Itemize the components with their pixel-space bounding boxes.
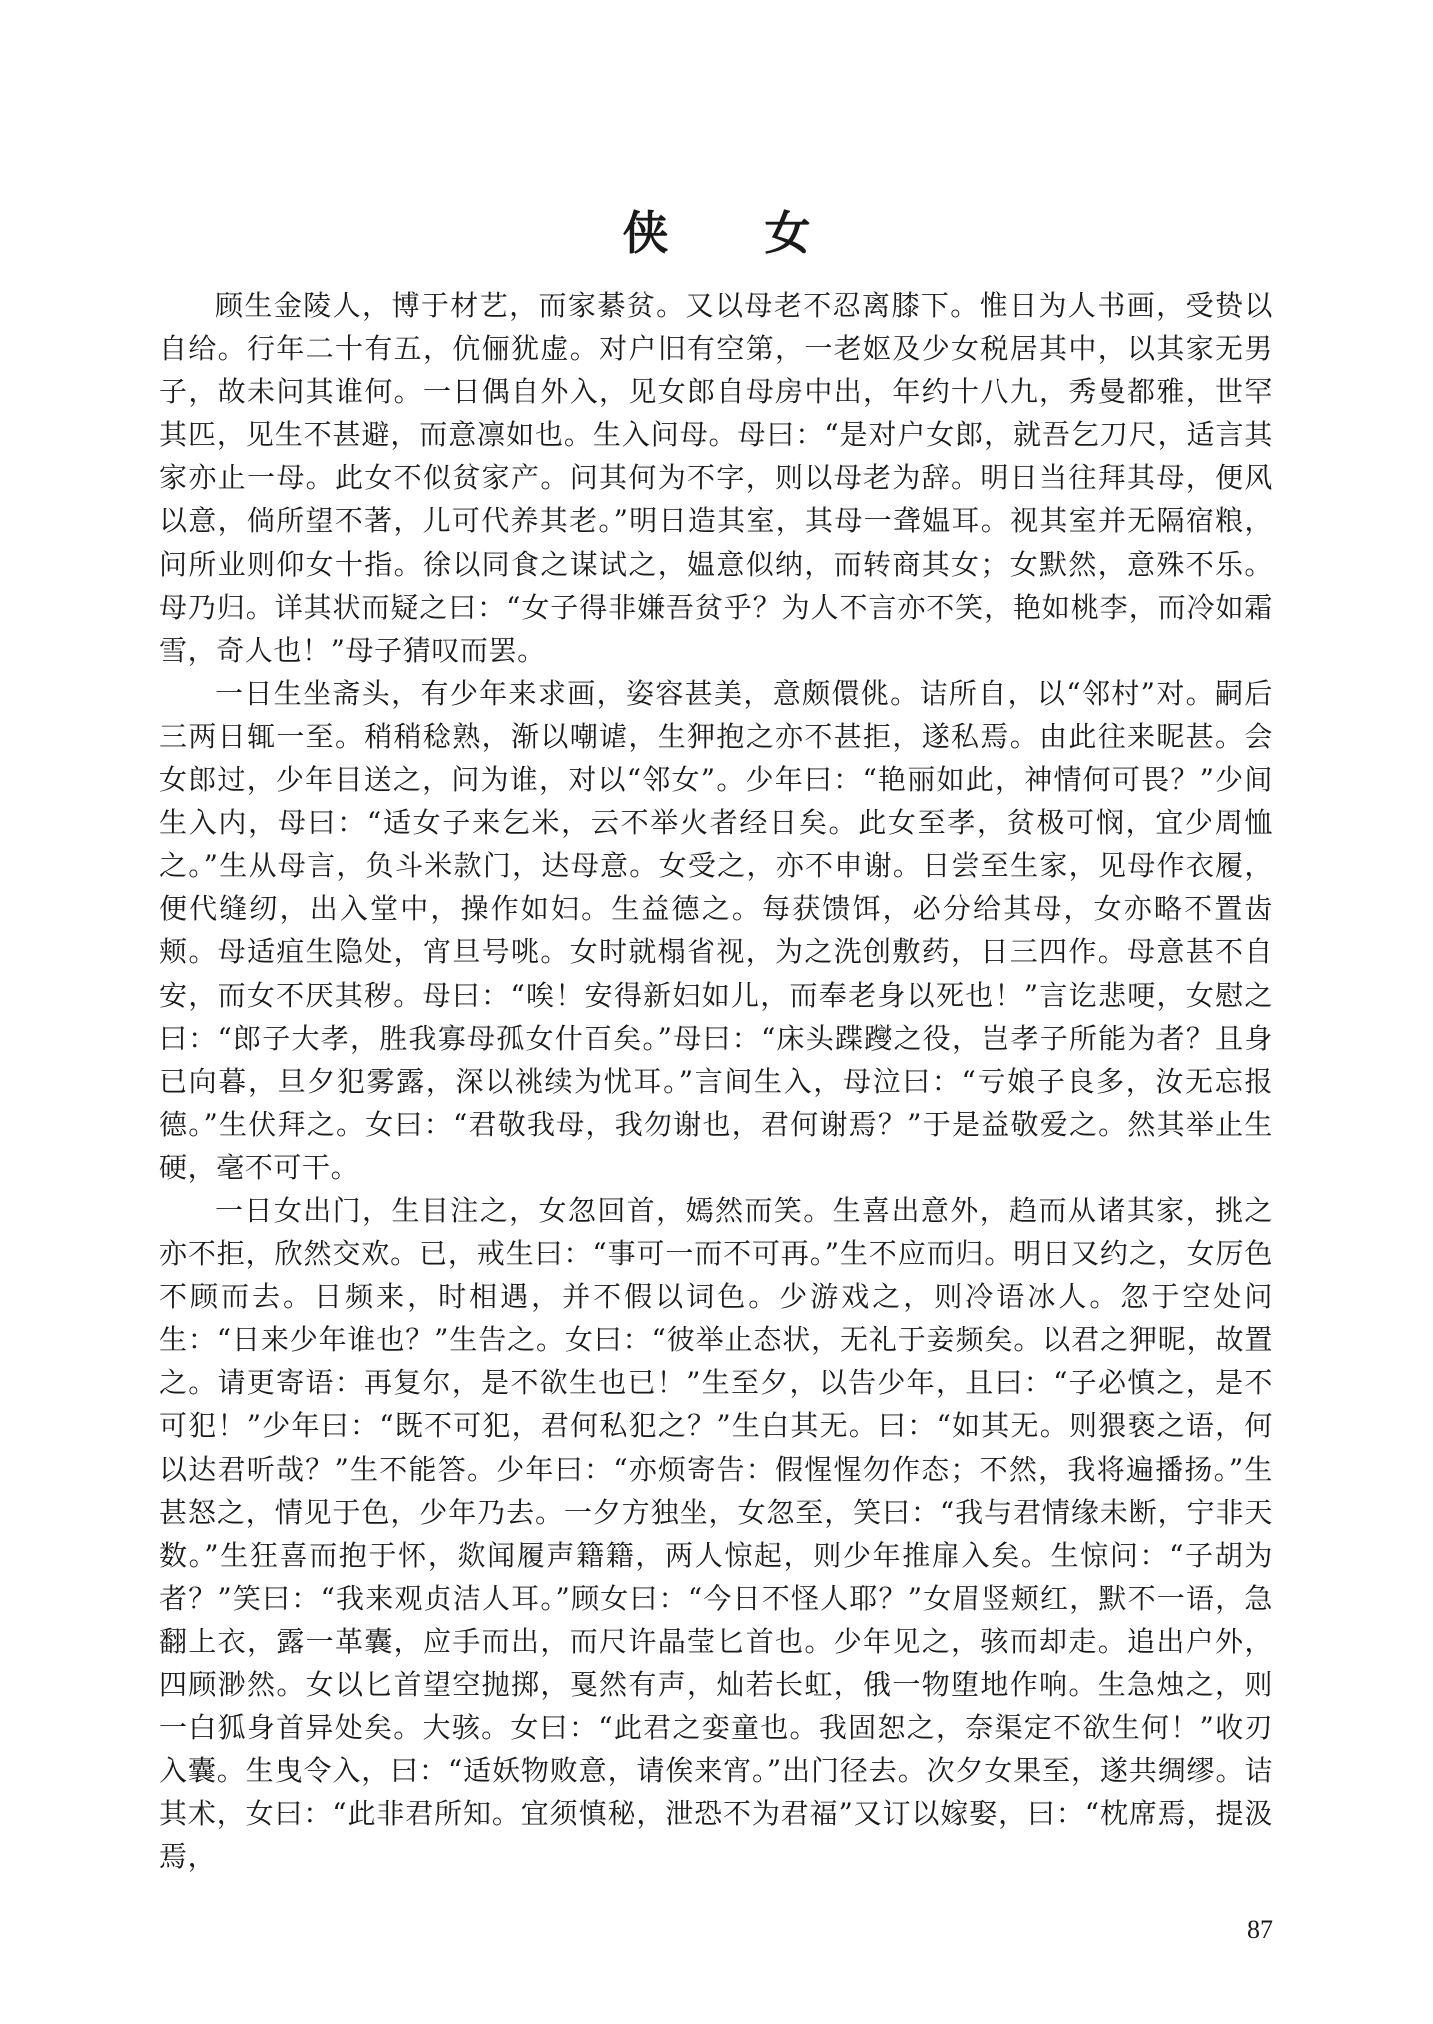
paragraph: 一日生坐斋头，有少年来求画，姿容甚美，意颇儇佻。诘所自，以“邻村”对。嗣后三两日辄一至。稍稍稔熟，渐以嘲谑，生狎抱之亦不甚拒，遂私焉。由此往来昵甚。会女郎过，少年目送之，问为谁，对以“邻女”。少年曰：“艳丽如此，神情何可畏？”少间生入内，母曰：“适女子来乞米，云不举火者经日矣。此女至孝，贫极可悯，宜少周恤之。”生从母言，负斗米款门，达母意。女受之，亦不申谢。日尝至生家，见母作衣履，便代缝纫，出入堂中，操作如妇。生益德之。每获馈饵，必分给其母，女亦略不置齿颊。母适疽生隐处，宵旦号咷。女时就榻省视，为之洗创敷药，日三四作。母意甚不自安，而女不厌其秽。母曰：“唉！安得新妇如儿，而奉老身以死也！”言讫悲哽，女慰之曰：“郎子大孝，胜我寡母孤女什百矣。”母曰：“床头蹀躞之役，岂孝子所能为者？且身已向暮，旦夕犯雾露，深以祧续为忧耳。”言间生入，母泣曰：“亏娘子良多，汝无忘报德。”生伏拜之。女曰：“君敬我母，我勿谢也，君何谢焉？”于是益敬爱之。然其举止生硬，毫不可干。 <box>159 676 1273 1184</box>
chapter-body <box>159 284 1273 1878</box>
page-number: 87 <box>1247 1915 1273 1944</box>
paragraph: 顾生金陵人，博于材艺，而家綦贫。又以母老不忍离膝下。惟日为人书画，受贽以自给。行年二十有五，伉俪犹虚。对户旧有空第，一老妪及少女税居其中，以其家无男子，故未问其谁何。一日偶自外入，见女郎自母房中出，年约十八九，秀曼都雅，世罕其匹，见生不甚避，而意凛如也。生入问母。母曰：“是对户女郎，就吾乞刀尺，适言其家亦止一母。此女不似贫家产。问其何为不字，则以母老为辞。明日当往拜其母，便风以意，倘所望不著，儿可代养其老。”明日造其室，其母一聋媪耳。视其室并无隔宿粮，问所业则仰女十指。徐以同食之谋试之，媪意似纳，而转商其女；女默然，意殊不乐。母乃归。详其状而疑之曰：“女子得非嫌吾贫乎？为人不言亦不笑，艳如桃李，而冷如霜雪，奇人也！”母子猜叹而罢。 <box>159 289 1273 667</box>
paragraph: 一日女出门，生目注之，女忽回首，嫣然而笑。生喜出意外，趋而从诸其家，挑之亦不拒，欣然交欢。已，戒生曰：“事可一而不可再。”生不应而归。明日又约之，女厉色不顾而去。日频来，时相遇，并不假以词色。少游戏之，则冷语冰人。忽于空处问生：“日来少年谁也？”生告之。女曰：“彼举止态状，无礼于妾频矣。以君之狎昵，故置之。请更寄语：再复尔，是不欲生也已！”生至夕，以告少年，且曰：“子必慎之，是不可犯！”少年曰：“既不可犯，君何私犯之？”生白其无。曰：“如其无。则猥亵之语，何以达君听哉？”生不能答。少年曰：“亦烦寄告：假惺惺勿作态；不然，我将遍播扬。”生甚怒之，情见于色，少年乃去。一夕方独坐，女忽至，笑曰：“我与君情缘未断，宁非天数。”生狂喜而抱于怀，欻闻履声籍籍，两人惊起，则少年推扉入矣。生惊问：“子胡为者？”笑曰：“我来观贞洁人耳。”顾女曰：“今日不怪人耶？”女眉竖颊红，默不一语，急翻上衣，露一革囊，应手而出，而尺许晶莹匕首也。少年见之，骇而却走。追出户外，四顾渺然。女以匕首望空抛掷，戛然有声，灿若长虹，俄一物堕地作响。生急烛之，则一白狐身首异处矣。大骇。女曰：“此君之娈童也。我固恕之，奈渠定不欲生何！”收刃入囊。生曳令入，曰：“适妖物败意，请俟来宵。”出门径去。次夕女果至，遂共绸缪。诘其术，女曰：“此非君所知。宜须慎秘，泄恐不为君福”又订以嫁娶，曰：“枕席焉，提汲焉， <box>159 1193 1273 1874</box>
chapter-title: 侠 女 <box>622 205 851 260</box>
